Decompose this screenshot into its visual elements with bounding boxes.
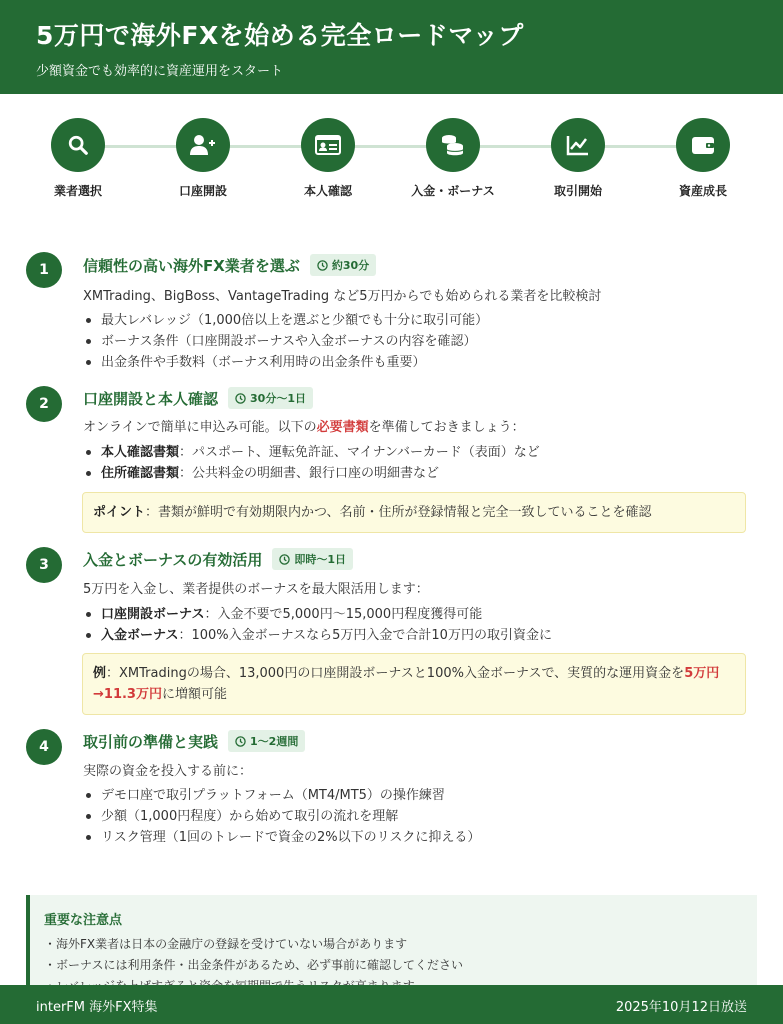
list-item: [83, 625, 552, 646]
note-text: ：書類が鮮明で有効期限内かつ、名前・住所が登録情報と完全一致していることを確認: [145, 505, 652, 520]
caution-item: ・海外FX業者は日本の金融庁の登録を受けていない場合があります: [44, 937, 408, 951]
note-text: ：XMTradingの場合、13,000円の口座開設ボーナスと100%入金ボーナスで、実質的な運用資金を: [106, 666, 685, 681]
section-list: [83, 604, 552, 646]
list-item: 最大レバレッジ（1,000倍以上を選ぶと少額でも十分に取引可能）: [83, 310, 488, 331]
step-label: 資産成長: [678, 184, 727, 198]
note-bold: ポイント: [93, 505, 146, 520]
list-item-bold: 口座開設ボーナス: [101, 607, 205, 622]
step-trade-start: [523, 118, 633, 199]
step-deposit-bonus: [398, 118, 508, 199]
list-item: 少額（1,000円程度）から始めて取引の流れを理解: [83, 806, 480, 827]
list-item: リスク管理（1回のトレードで資金の2%以下のリスクに抑える）: [83, 827, 480, 848]
list-item-text: ：100%入金ボーナスなら5万円入金で合計10万円の取引資金に: [178, 628, 552, 643]
section-list: [83, 785, 480, 848]
section-list: [83, 310, 488, 373]
list-item-bold: 入金ボーナス: [101, 628, 179, 643]
footer-broadcast-date: 2025年10月12日放送: [615, 1000, 747, 1015]
list-item: [83, 463, 540, 484]
section-number: 4: [26, 729, 62, 765]
note-text: に増額可能: [161, 687, 227, 702]
list-item-text: ：パスポート、運転免許証、マイナンバーカード（表面）など: [179, 445, 540, 460]
footer-program: interFM 海外FX特集: [36, 1000, 158, 1015]
list-item-bold: 住所確認書類: [101, 466, 180, 481]
note-highlight: 5万円→11.3万円: [93, 666, 720, 702]
section-description: 実際の資金を投入する前に：: [83, 764, 253, 779]
time-badge-text: 1〜2週間: [250, 735, 299, 748]
desc-text: を準備しておきましょう：: [368, 420, 525, 435]
step-asset-growth: [648, 118, 758, 199]
time-badge: [228, 387, 313, 409]
example-note: [82, 653, 746, 715]
list-item: 出金条件や手数料（ボーナス利用時の出金条件も重要）: [83, 352, 488, 373]
step-vendor-select: [23, 118, 133, 199]
header-banner: [0, 0, 783, 94]
section-title-row: [83, 387, 313, 409]
step-label: 業者選択: [53, 184, 102, 198]
coins-icon: [426, 118, 480, 172]
list-item-text: ：公共料金の明細書、銀行口座の明細書など: [179, 466, 440, 481]
step-label: 本人確認: [303, 184, 352, 198]
section-number: 3: [26, 547, 62, 583]
wallet-icon: [676, 118, 730, 172]
time-badge: [228, 730, 305, 752]
list-item: ボーナス条件（口座開設ボーナスや入金ボーナスの内容を確認）: [83, 331, 488, 352]
time-badge: [272, 548, 353, 570]
search-icon: [51, 118, 105, 172]
page-subtitle: 少額資金でも効率的に資産運用をスタート: [36, 64, 284, 79]
step-label: 入金・ボーナス: [411, 184, 495, 198]
chart-line-icon: [551, 118, 605, 172]
clock-icon: [235, 736, 246, 747]
section-description: [83, 416, 525, 435]
time-badge: [310, 254, 376, 276]
caution-box: [26, 895, 757, 985]
section-title-row: [83, 548, 353, 570]
page-title: 5万円で海外FXを始める完全ロードマップ: [36, 21, 524, 50]
caution-title: 重要な注意点: [44, 913, 123, 928]
user-plus-icon: [176, 118, 230, 172]
list-item: [83, 604, 552, 625]
footer-bar: [0, 985, 783, 1024]
step-identity-verify: [273, 118, 383, 199]
desc-text: オンラインで簡単に申込み可能。以下の: [83, 420, 317, 435]
section-description: 5万円を入金し、業者提供のボーナスを最大限活用します：: [83, 582, 429, 597]
section-number: 1: [26, 252, 62, 288]
id-card-icon: [301, 118, 355, 172]
step-label: 口座開設: [178, 184, 227, 198]
step-label: 取引開始: [553, 184, 602, 198]
section-list: [83, 442, 540, 484]
section-title: 入金とボーナスの有効活用: [83, 550, 263, 569]
desc-highlight: 必要書類: [316, 420, 369, 435]
section-description: XMTrading、BigBoss、VantageTrading など5万円からでも始められる業者を比較検討: [83, 289, 602, 304]
section-title: 取引前の準備と実践: [83, 732, 219, 751]
list-item: [83, 442, 540, 463]
step-account-open: [148, 118, 258, 199]
section-title-row: [83, 730, 305, 752]
point-note: [82, 492, 746, 533]
clock-icon: [235, 393, 246, 404]
caution-item: ・ボーナスには利用条件・出金条件があるため、必ず事前に確認してください: [44, 958, 464, 972]
section-title: 信頼性の高い海外FX業者を選ぶ: [83, 256, 300, 275]
clock-icon: [317, 260, 328, 271]
section-title-row: [83, 254, 376, 276]
time-badge-text: 30分〜1日: [250, 392, 306, 405]
time-badge-text: 即時〜1日: [294, 553, 347, 566]
section-title: 口座開設と本人確認: [83, 389, 219, 408]
clock-icon: [279, 554, 290, 565]
list-item: デモ口座で取引プラットフォーム（MT4/MT5）の操作練習: [83, 785, 480, 806]
list-item-text: ：入金不要で5,000円〜15,000円程度獲得可能: [204, 607, 483, 622]
time-badge-text: 約30分: [331, 259, 370, 272]
section-number: 2: [26, 386, 62, 422]
list-item-bold: 本人確認書類: [101, 445, 180, 460]
roadmap-steps: [0, 118, 783, 208]
note-bold: 例: [93, 666, 107, 681]
